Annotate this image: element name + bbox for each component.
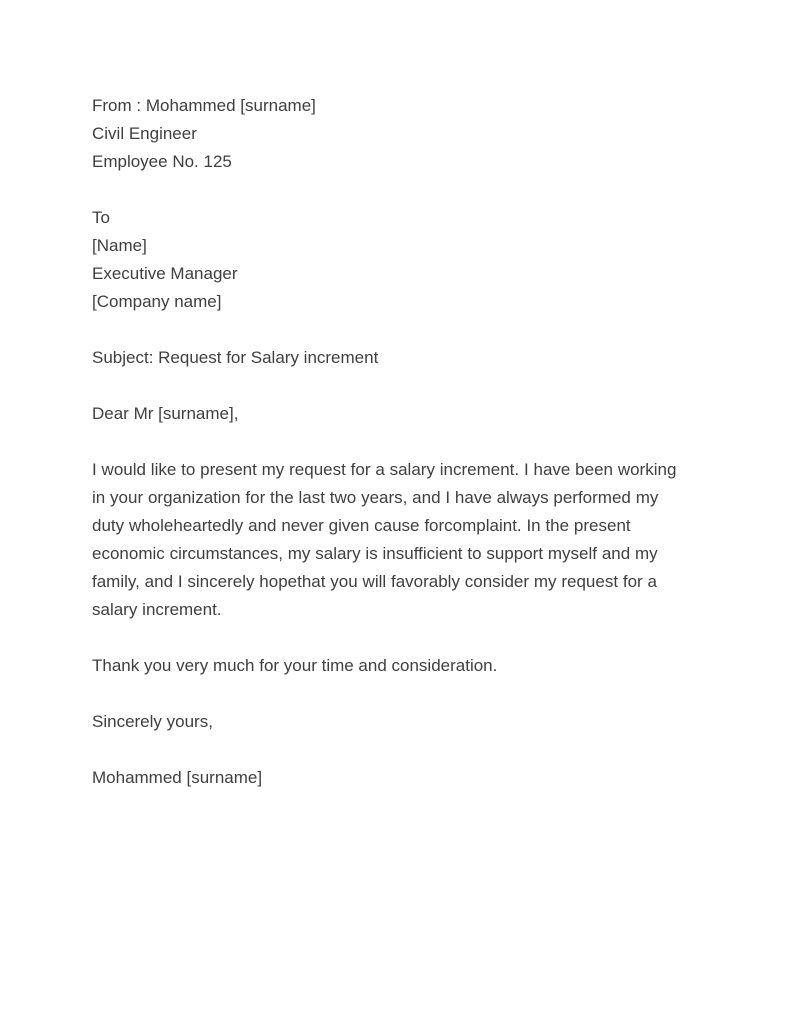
sender-from-line: From : Mohammed [surname]: [92, 96, 316, 115]
subject-line: Subject: Request for Salary increment: [92, 348, 379, 367]
recipient-company: [Company name]: [92, 292, 222, 311]
sender-block: [92, 92, 692, 176]
letter-body: [92, 92, 692, 792]
signature-name: Mohammed [surname]: [92, 768, 263, 787]
subject-block: [92, 344, 692, 372]
body-paragraph-block: [92, 456, 692, 624]
sender-employee-number: Employee No. 125: [92, 152, 232, 171]
thanks-line: Thank you very much for your time and consideration.: [92, 656, 498, 675]
recipient-to-label: To: [92, 208, 110, 227]
closing-valediction: Sincerely yours,: [92, 712, 213, 731]
body-paragraph: I would like to present my request for a salary increment. I have been working in your organization for the last two years, and I have always performed my duty wholeheartedly and never given cause forcomplaint. In the present economic circumstances, my salary is insufficient to support myself and my family, and I sincerely hopethat you will favorably consider my request for a salary increment.: [92, 460, 677, 619]
closing-valediction-block: [92, 708, 692, 736]
recipient-job-title: Executive Manager: [92, 264, 238, 283]
recipient-name: [Name]: [92, 236, 147, 255]
recipient-block: [92, 204, 692, 316]
signature-block: [92, 764, 692, 792]
sender-job-title: Civil Engineer: [92, 124, 197, 143]
salutation-line: Dear Mr [surname],: [92, 404, 239, 423]
thanks-block: [92, 652, 692, 680]
salutation-block: [92, 400, 692, 428]
